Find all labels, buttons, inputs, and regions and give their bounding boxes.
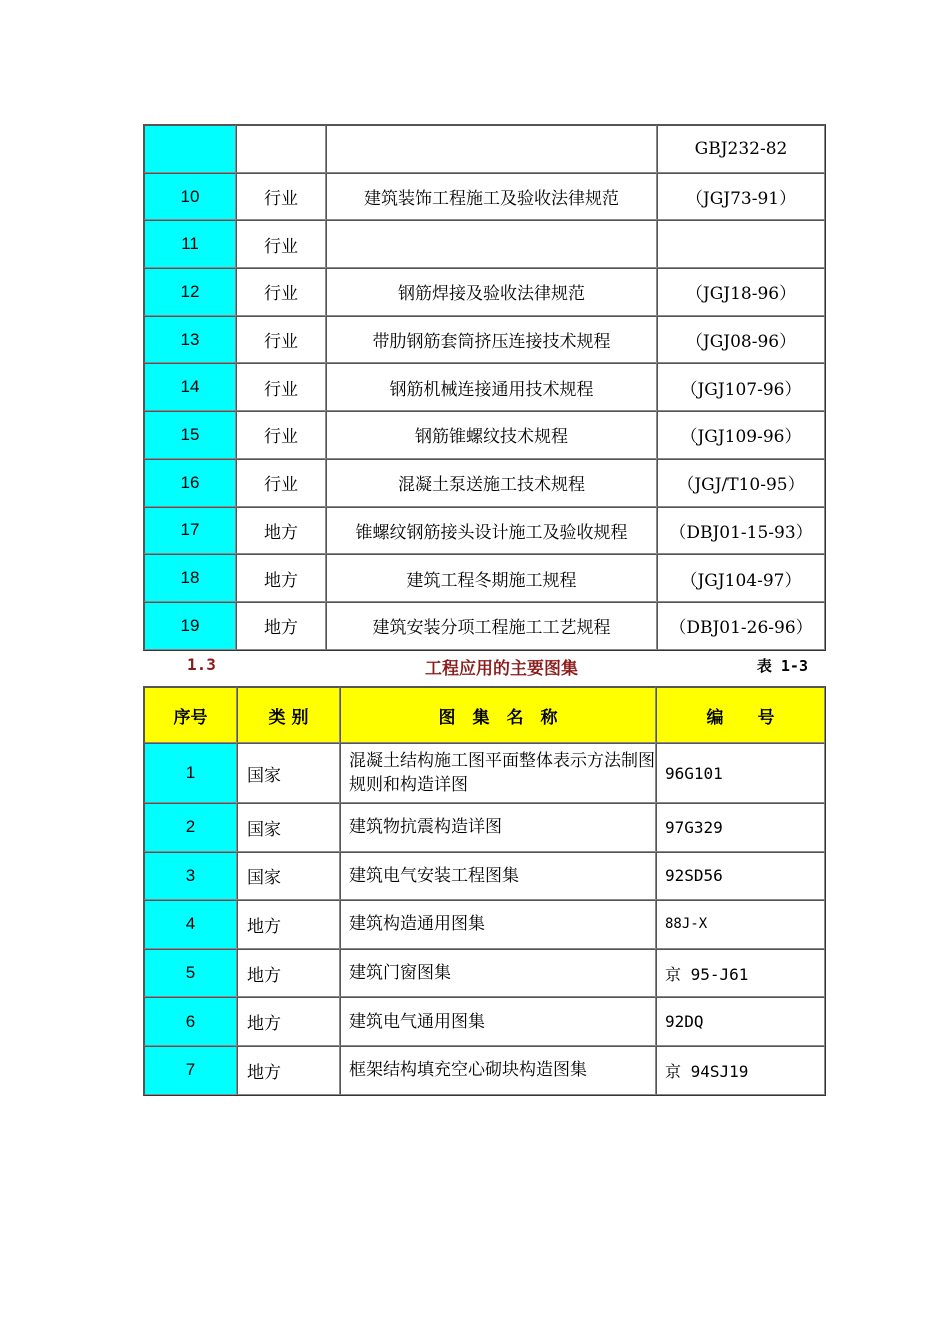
row-number: 13: [144, 316, 236, 364]
row-category: 行业: [236, 459, 326, 507]
row-code: 京 94SJ19: [656, 1046, 825, 1095]
row-code: （JGJ107-96）: [657, 363, 825, 411]
row-number: 4: [144, 900, 237, 949]
row-category: 国家: [237, 803, 340, 852]
table-label: 表 1-3: [756, 657, 808, 675]
standards-table: [143, 124, 826, 651]
row-name: 框架结构填充空心砌块构造图集: [340, 1046, 656, 1095]
row-number: 5: [144, 949, 237, 998]
row-category: 行业: [236, 363, 326, 411]
row-number: 2: [144, 803, 237, 852]
row-number: 15: [144, 411, 236, 459]
row-code: （DBJ01-15-93）: [657, 507, 825, 555]
row-code: 92SD56: [656, 852, 825, 901]
row-number: 11: [144, 220, 236, 268]
table-row: [144, 554, 825, 602]
row-code: （DBJ01-26-96）: [657, 602, 825, 650]
row-name: 建筑安装分项工程施工工艺规程: [326, 602, 657, 650]
row-name: 建筑门窗图集: [340, 949, 656, 998]
table-row: [144, 268, 825, 316]
row-name: 钢筋机械连接通用技术规程: [326, 363, 657, 411]
row-category: 国家: [237, 852, 340, 901]
table-row: [144, 602, 825, 650]
row-number: 6: [144, 997, 237, 1046]
row-code: （JGJ109-96）: [657, 411, 825, 459]
row-number: [144, 125, 236, 173]
row-category: 地方: [236, 554, 326, 602]
row-name: 钢筋锥螺纹技术规程: [326, 411, 657, 459]
row-number: 18: [144, 554, 236, 602]
row-category: 行业: [236, 220, 326, 268]
row-category: 国家: [237, 743, 340, 803]
table-row: [144, 363, 825, 411]
table-row: [144, 997, 825, 1046]
row-code: 92DQ: [656, 997, 825, 1046]
row-number: 7: [144, 1046, 237, 1095]
row-name: 建筑构造通用图集: [340, 900, 656, 949]
table-row: [144, 125, 825, 173]
table-row: [144, 507, 825, 555]
row-category: 地方: [237, 997, 340, 1046]
table-row: [144, 852, 825, 901]
header-code: 编 号: [656, 687, 825, 743]
row-code: 97G329: [656, 803, 825, 852]
row-code: GBJ232-82: [657, 125, 825, 173]
row-name: 建筑物抗震构造详图: [340, 803, 656, 852]
section-title: 工程应用的主要图集: [425, 659, 578, 679]
row-category: 地方: [237, 949, 340, 998]
row-code: （JGJ104-97）: [657, 554, 825, 602]
table-row: [144, 316, 825, 364]
row-name: [326, 125, 657, 173]
row-name: 建筑电气通用图集: [340, 997, 656, 1046]
header-name: 图 集 名 称: [340, 687, 656, 743]
row-category: 地方: [236, 602, 326, 650]
row-number: 1: [144, 743, 237, 803]
table-row: [144, 743, 825, 803]
row-name: 混凝土泵送施工技术规程: [326, 459, 657, 507]
row-number: 10: [144, 173, 236, 221]
row-category: 地方: [237, 900, 340, 949]
row-code: [657, 220, 825, 268]
row-category: 行业: [236, 173, 326, 221]
table-caption: [143, 653, 826, 679]
row-name: 钢筋焊接及验收法律规范: [326, 268, 657, 316]
row-code: （JGJ08-96）: [657, 316, 825, 364]
row-category: 行业: [236, 268, 326, 316]
section-number: 1.3: [187, 655, 216, 674]
row-name: 建筑装饰工程施工及验收法律规范: [326, 173, 657, 221]
table-row: [144, 411, 825, 459]
table-row: [144, 220, 825, 268]
row-name: 建筑电气安装工程图集: [340, 852, 656, 901]
row-code: （JGJ/T10-95）: [657, 459, 825, 507]
row-category: 地方: [236, 507, 326, 555]
row-number: 14: [144, 363, 236, 411]
row-code: 京 95-J61: [656, 949, 825, 998]
table-row: [144, 1046, 825, 1095]
table-row: [144, 949, 825, 998]
row-number: 12: [144, 268, 236, 316]
row-name: 锥螺纹钢筋接头设计施工及验收规程: [326, 507, 657, 555]
row-number: 17: [144, 507, 236, 555]
row-name: [326, 220, 657, 268]
row-code: 96G101: [656, 743, 825, 803]
row-category: 行业: [236, 411, 326, 459]
row-code: （JGJ73-91）: [657, 173, 825, 221]
row-category: 地方: [237, 1046, 340, 1095]
table-row: [144, 459, 825, 507]
table-row: [144, 900, 825, 949]
atlas-table: [143, 686, 826, 1096]
header-category: 类 别: [237, 687, 340, 743]
row-name: 混凝土结构施工图平面整体表示方法制图规则和构造详图: [340, 743, 656, 803]
row-number: 3: [144, 852, 237, 901]
header-num: 序号: [144, 687, 237, 743]
row-name: 带肋钢筋套筒挤压连接技术规程: [326, 316, 657, 364]
table-row: [144, 803, 825, 852]
row-number: 16: [144, 459, 236, 507]
row-category: [236, 125, 326, 173]
header-row: [144, 687, 825, 743]
row-code: （JGJ18-96）: [657, 268, 825, 316]
row-name: 建筑工程冬期施工规程: [326, 554, 657, 602]
row-category: 行业: [236, 316, 326, 364]
row-code: 88J-X: [656, 900, 825, 949]
table-row: [144, 173, 825, 221]
row-number: 19: [144, 602, 236, 650]
